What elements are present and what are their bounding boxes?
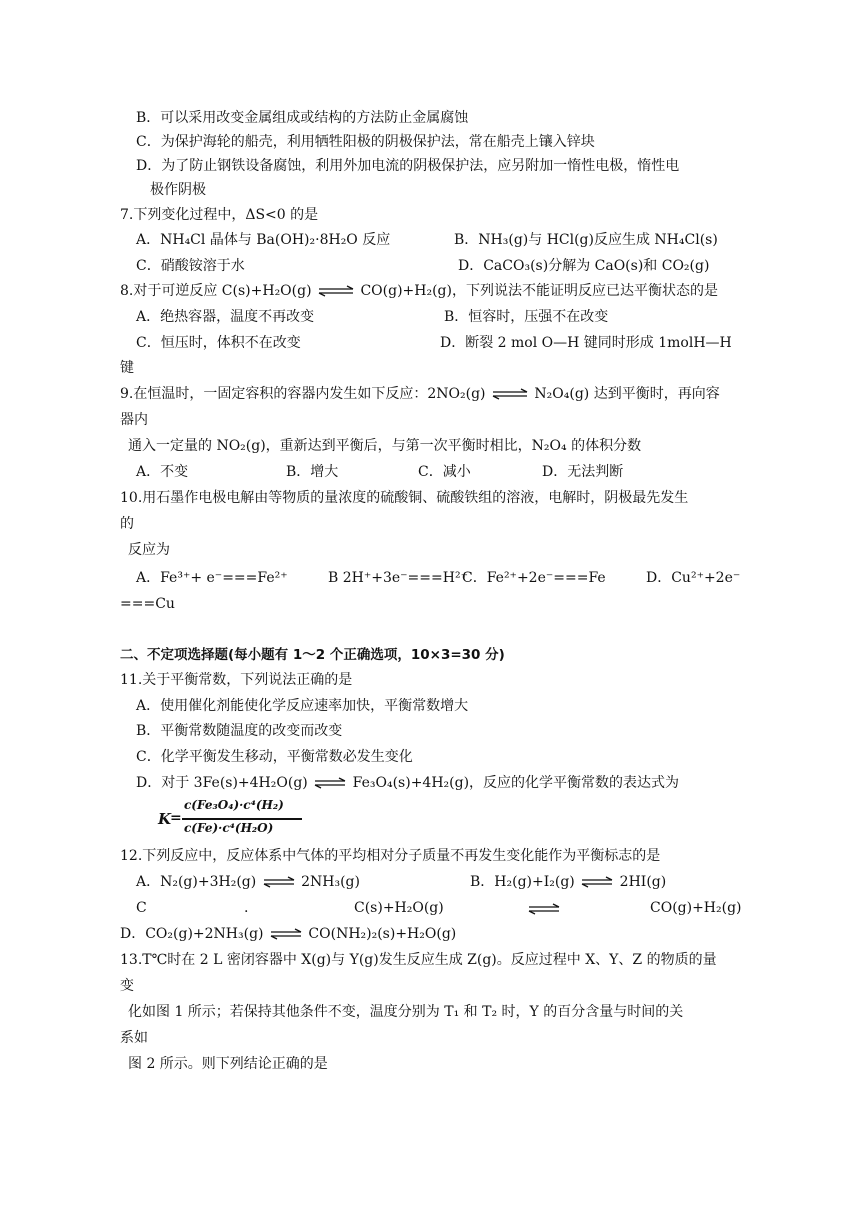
q6-option-b: B．可以采用改变金属组成或结构的方法防止金属腐蚀 (136, 110, 469, 126)
q12-option-a: A．N₂(g)+3H₂(g) 2NH₃(g) (136, 874, 360, 890)
q8-option-b: B．恒容时，压强不在改变 (444, 309, 609, 325)
formula-equals: = (170, 810, 182, 826)
q8-option-d-cont: 键 (120, 360, 134, 376)
q9-option-a: A．不变 (136, 464, 189, 480)
q9-option-d: D．无法判断 (542, 464, 624, 480)
q9-option-b: B．增大 (286, 464, 339, 480)
q12-stem: 12.下列反应中，反应体系中气体的平均相对分子质量不再发生变化能作为平衡标志的是 (120, 848, 661, 864)
equilibrium-arrow-icon (528, 903, 560, 915)
equilibrium-arrow-icon (581, 876, 613, 888)
q13-stem-cont3: 系如 (120, 1030, 148, 1046)
q10-option-d-cont: ===Cu (120, 596, 175, 612)
q13-stem-cont: 变 (120, 978, 134, 994)
equilibrium-constant-formula (158, 798, 308, 840)
q10-option-a: A．Fe³⁺+ e⁻===Fe²⁺ (136, 570, 288, 586)
q7-option-b: B．NH₃(g)与 HCl(g)反应生成 NH₄Cl(s) (454, 232, 718, 248)
q6-option-d-cont: 极作阴极 (150, 182, 206, 198)
formula-k: K (158, 810, 172, 828)
q13-stem-cont2: 化如图 1 所示；若保持其他条件不变，温度分别为 T₁ 和 T₂ 时，Y 的百分含量与时间的关 (128, 1004, 684, 1020)
q12-option-d: D．CO₂(g)+2NH₃(g) CO(NH₂)₂(s)+H₂O(g) (120, 926, 457, 942)
q13-stem-cont4: 图 2 所示。则下列结论正确的是 (128, 1056, 328, 1072)
q13-stem: 13.T℃时在 2 L 密闭容器中 X(g)与 Y(g)发生反应生成 Z(g)。反应过程中 X、Y、Z 的物质的量 (120, 952, 717, 968)
equilibrium-arrow-icon (318, 285, 354, 297)
q9-option-c: C．减小 (418, 464, 471, 480)
q7-option-c: C．硝酸铵溶于水 (136, 258, 245, 274)
q12-option-c-left: C(s)+H₂O(g) (354, 900, 444, 916)
q10-option-b: B 2H⁺+3e⁻===H²⁺ (328, 570, 468, 586)
q6-option-d: D．为了防止钢铁设备腐蚀，利用外加电流的阴极保护法，应另附加一惰性电极，惰性电 (136, 158, 680, 174)
formula-numerator: c(Fe₃O₄)·c⁴(H₂) (184, 798, 284, 812)
q7-option-a: A．NH₄Cl 晶体与 Ba(OH)₂·8H₂O 反应 (136, 232, 391, 248)
q10-stem: 10.用石墨作电极电解由等物质的量浓度的硫酸铜、硫酸铁组的溶液，电解时，阴极最先发生 (120, 490, 689, 506)
q9-stem: 9.在恒温时，一固定容积的容器内发生如下反应：2NO₂(g) N₂O₄(g) 达到平衡时，再向容 (120, 386, 720, 402)
q12-option-b: B．H₂(g)+I₂(g) 2HI(g) (470, 874, 667, 890)
q7-stem: 7.下列变化过程中，ΔS<0 的是 (120, 207, 319, 223)
fraction-bar (182, 818, 302, 820)
equilibrium-arrow-icon (492, 388, 528, 400)
q12-option-c-right: CO(g)+H₂(g) (650, 900, 742, 916)
q8-option-c: C．恒压时，体积不在改变 (136, 335, 301, 351)
q11-stem: 11.关于平衡常数，下列说法正确的是 (120, 672, 353, 688)
q6-option-c: C．为保护海轮的船壳，利用牺牲阳极的阴极保护法，常在船壳上镶入锌块 (136, 134, 595, 150)
q11-option-b: B．平衡常数随温度的改变而改变 (136, 723, 343, 739)
equilibrium-arrow-icon (270, 928, 302, 940)
q8-stem: 8.对于可逆反应 C(s)+H₂O(g) CO(g)+H₂(g)，下列说法不能证明反应已达平衡状态的是 (120, 283, 718, 299)
q12-option-c-label: C (136, 900, 147, 916)
q10-option-c: C．Fe²⁺+2e⁻===Fe (462, 570, 606, 586)
q9-stem-cont2: 通入一定量的 NO₂(g)，重新达到平衡后，与第一次平衡时相比，N₂O₄ 的体积分数 (128, 438, 642, 454)
section-heading: 二、不定项选择题(每小题有 1～2 个正确选项，10×3=30 分) (120, 647, 505, 663)
equilibrium-arrow-icon (314, 777, 346, 789)
q7-option-d: D．CaCO₃(s)分解为 CaO(s)和 CO₂(g) (458, 258, 710, 274)
q11-option-d: D．对于 3Fe(s)+4H₂O(g) Fe₃O₄(s)+4H₂(g)，反应的化学平衡常数的表达式为 (136, 775, 680, 791)
q11-option-a: A．使用催化剂能使化学反应速率加快，平衡常数增大 (136, 698, 469, 714)
q10-stem-cont2: 反应为 (128, 542, 170, 558)
q10-stem-cont: 的 (120, 516, 134, 532)
formula-denominator: c(Fe)·c⁴(H₂O) (184, 821, 274, 835)
q9-stem-cont: 器内 (120, 412, 148, 428)
equilibrium-arrow-icon (263, 876, 295, 888)
q8-option-d: D．断裂 2 mol O—H 键同时形成 1molH—H (440, 335, 732, 351)
q10-option-d: D．Cu²⁺+2e⁻ (646, 570, 741, 586)
q11-option-c: C．化学平衡发生移动，平衡常数必发生变化 (136, 749, 413, 765)
q12-option-c-dot: . (244, 900, 249, 916)
q8-option-a: A．绝热容器，温度不再改变 (136, 309, 315, 325)
